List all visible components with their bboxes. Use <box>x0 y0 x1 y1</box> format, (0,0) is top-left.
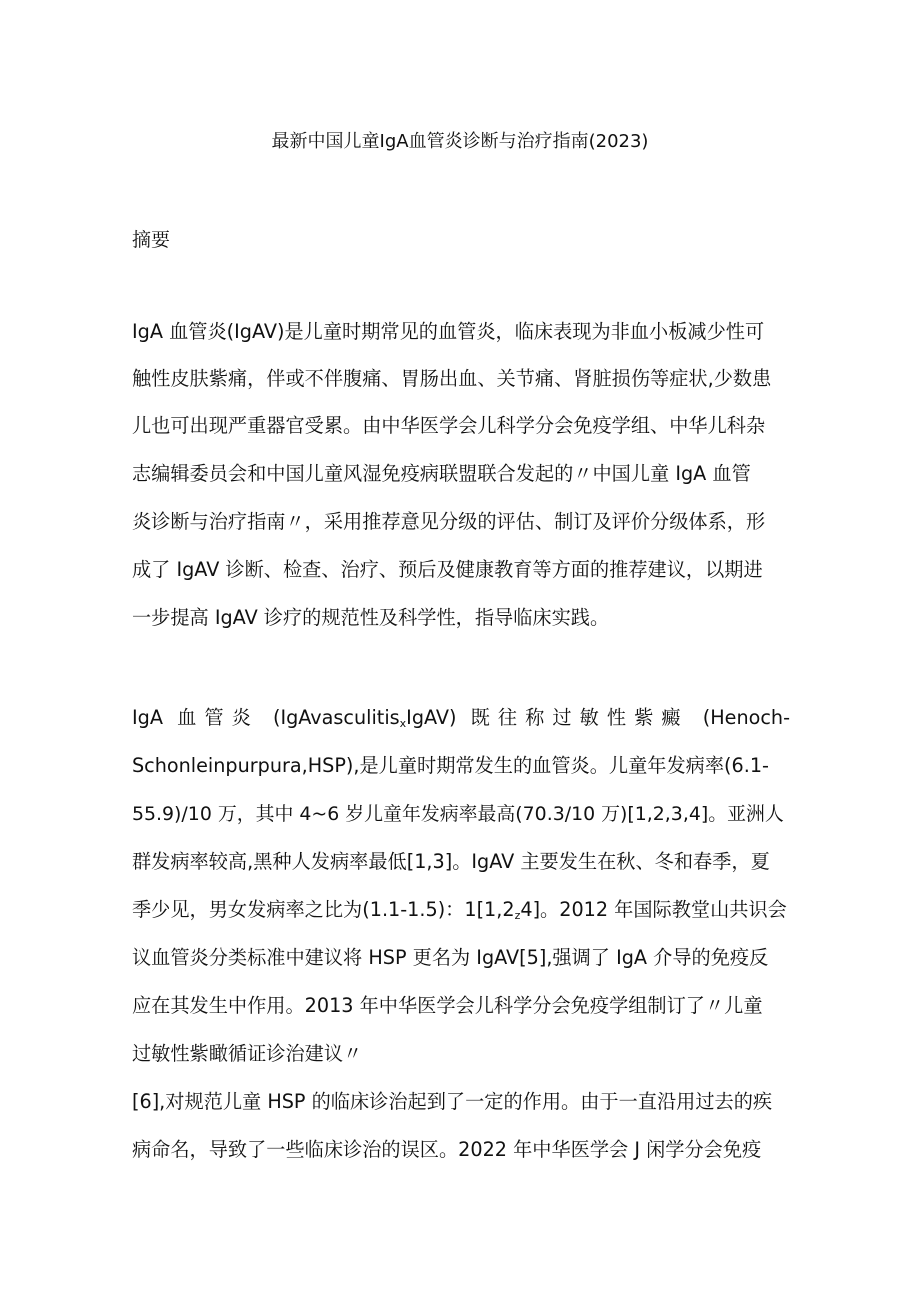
text-line: 成了 IgAV 诊断、检查、治疗、预后及健康教育等方面的推荐建议，以期进 <box>132 558 763 581</box>
text-line: 志编辑委员会和中国儿童风湿免疫病联盟联合发起的〃中国儿童 IgA 血管 <box>132 462 751 485</box>
abstract-heading: 摘要 <box>132 229 171 251</box>
text-line: 群发病率较高,黑种人发病率最低[1,3]。IgAV 主要发生在秋、冬和春季，夏 <box>132 850 770 873</box>
text-line: 55.9)/10 万，其中 4~6 岁儿童年发病率最高(70.3/10 万)[1,2,3,4]。亚洲人 <box>132 803 784 825</box>
document-title: 最新中国儿童IgA血管炎诊断与治疗指南(2023) <box>271 131 649 152</box>
text-line: 季少见，男女发病率之比为(1.1-1.5)：$1[1,2_z4]$。2012 年国际教堂山共识会 <box>132 898 787 922</box>
text-line: IgA 血管炎(IgAV)是儿童时期常见的血管炎，临床表现为非血小板减少性可 <box>132 320 765 343</box>
text-line: [6],对规范儿童 HSP 的临床诊治起到了一定的作用。由于一直沿用过去的疾 <box>132 1090 773 1113</box>
text-line: 儿也可出现严重器官受累。由中华医学会儿科学分会免疫学组、中华儿科杂 <box>132 414 766 437</box>
text-line: 议血管炎分类标准中建议将 HSP 更名为 IgAV[5],强调了 IgA 介导的免疫反 <box>132 946 769 969</box>
text-line: 炎诊断与治疗指南〃，采用推荐意见分级的评估、制订及评价分级体系，形 <box>132 510 766 533</box>
text-line: 过敏性紫瞰循证诊治建议〃 <box>132 1042 363 1065</box>
text-line: 应在其发生中作用。2013 年中华医学会儿科学分会免疫学组制订了〃儿童 <box>132 994 763 1017</box>
text-line: 一步提高 IgAV 诊疗的规范性及科学性，指导临床实践。 <box>132 606 610 629</box>
text-line: 病命名，导致了一些临床诊治的误区。2022 年中华医学会 J 闲学分会免疫 <box>132 1138 762 1161</box>
text-line: Schonleinpurpura,HSP),是儿童时期常发生的血管炎。儿童年发病率(6.1- <box>132 754 769 777</box>
text-line: 触性皮肤紫痛，伴或不伴腹痛、胃肠出血、关节痛、肾脏损伤等症状,少数患 <box>132 367 772 390</box>
text-line: IgA 血管炎 (IgAvasculitis$_x$IgAV) 既往称过敏性紫癜 (Henoch- <box>132 706 790 730</box>
